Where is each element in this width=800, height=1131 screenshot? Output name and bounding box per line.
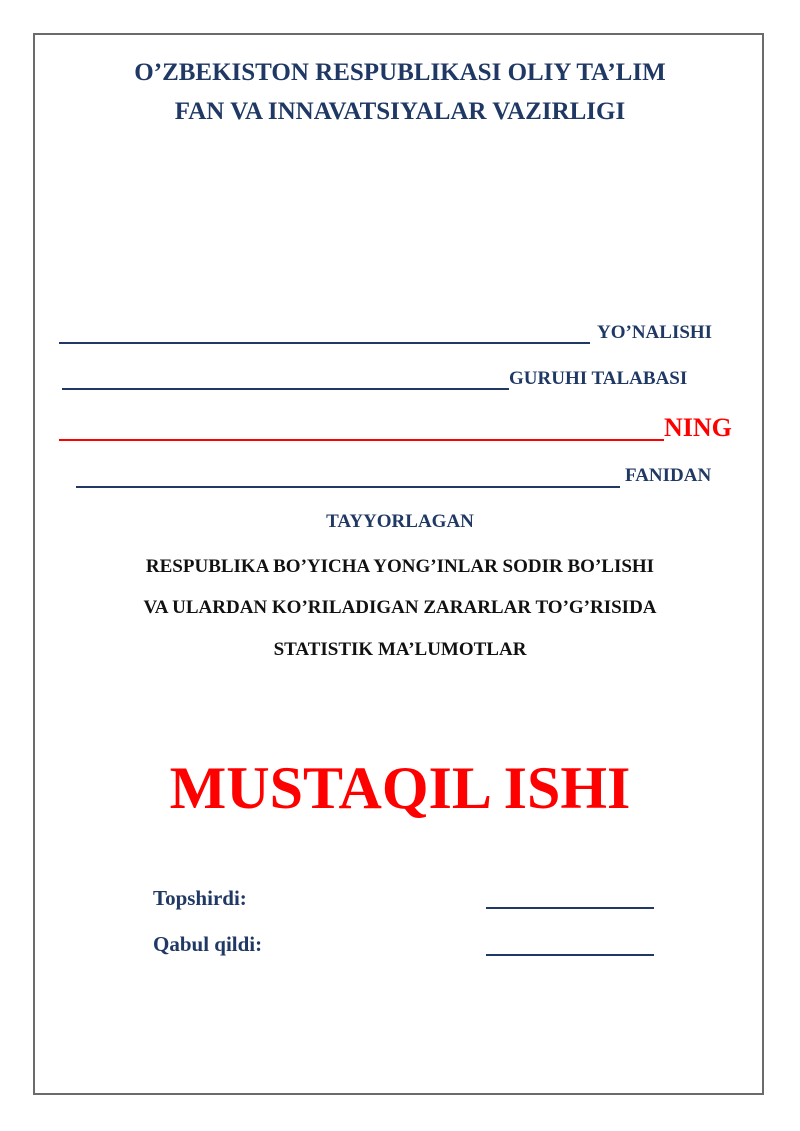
accepted-signature-line bbox=[486, 954, 654, 956]
submitted-signature-line bbox=[486, 907, 654, 909]
group-blank-line bbox=[62, 388, 509, 390]
topic-line-1: RESPUBLIKA BO’YICHA YONG’INLAR SODIR BO’LISHI bbox=[145, 556, 655, 577]
direction-label: YO’NALISHI bbox=[597, 322, 713, 343]
group-label: GURUHI TALABASI bbox=[509, 368, 688, 389]
subject-blank-line bbox=[76, 486, 620, 488]
document-title: MUSTAQIL ISHI bbox=[169, 755, 631, 821]
prepared-label: TAYYORLAGAN bbox=[326, 511, 474, 532]
student-name-blank-line bbox=[59, 439, 664, 441]
topic-line-2: VA ULARDAN KO’RILADIGAN ZARARLAR TO’G’RISIDA bbox=[143, 597, 657, 618]
ministry-header-line-2: FAN VA INNAVATSIYALAR VAZIRLIGI bbox=[174, 98, 626, 125]
submitted-label: Topshirdi: bbox=[153, 886, 247, 910]
subject-label: FANIDAN bbox=[625, 465, 712, 486]
student-suffix-label: NING bbox=[664, 413, 732, 442]
accepted-label: Qabul qildi: bbox=[153, 932, 263, 956]
ministry-header-line-1: O’ZBEKISTON RESPUBLIKASI OLIY TA’LIM bbox=[134, 59, 666, 86]
direction-blank-line bbox=[59, 342, 590, 344]
topic-line-3: STATISTIK MA’LUMOTLAR bbox=[273, 639, 527, 660]
